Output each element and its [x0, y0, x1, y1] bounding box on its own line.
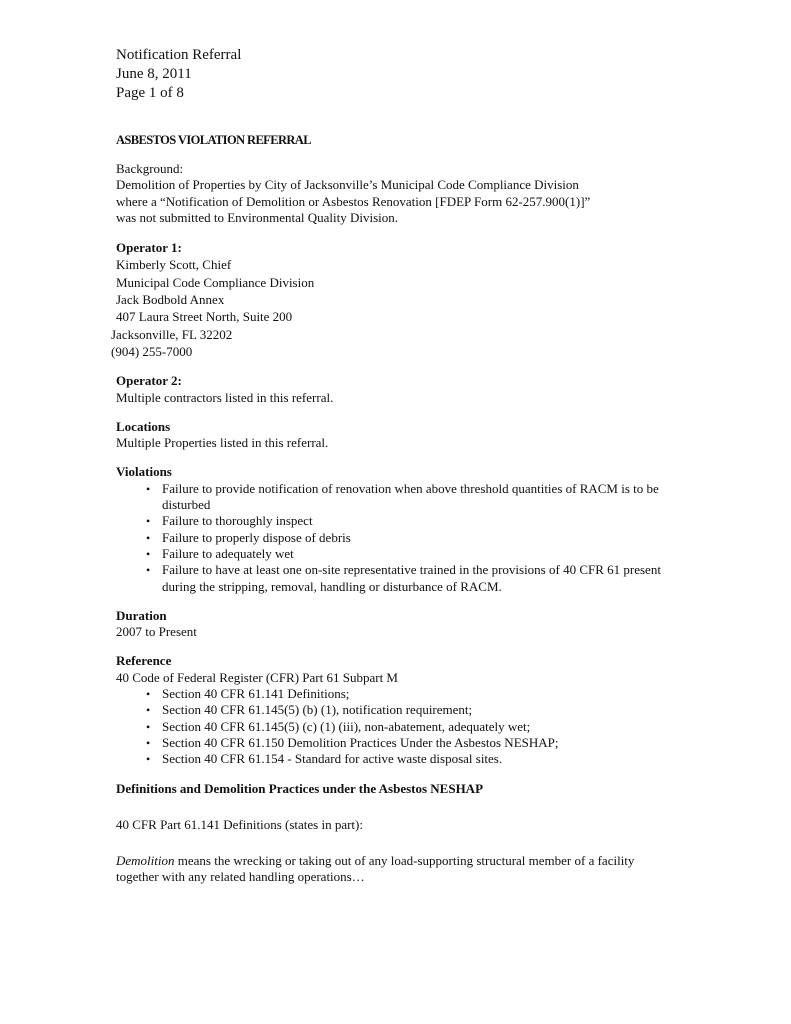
duration-section	[116, 608, 676, 641]
locations-section	[116, 419, 676, 452]
definition-term: Demolition	[116, 853, 175, 869]
operator1-section	[111, 239, 676, 360]
operator2-heading: Operator 2:	[116, 373, 182, 389]
violations-list	[116, 481, 676, 595]
list-item: • Section 40 CFR 61.150 Demolition Practices Under the Asbestos NESHAP;	[146, 735, 576, 751]
operator2-section	[116, 373, 676, 406]
reference-section	[116, 653, 676, 767]
operator1-city: Jacksonville, FL 32202	[111, 326, 233, 342]
background-line: Demolition of Properties by City of Jacksonville’s Municipal Code Compliance Division	[116, 177, 579, 193]
list-item: • Failure to thoroughly inspect	[146, 513, 676, 529]
background-heading: Background:	[116, 161, 184, 176]
header-title: Notification Referral	[116, 47, 242, 63]
operator1-phone: (904) 255-7000	[111, 343, 193, 359]
violations-heading: Violations	[116, 464, 172, 480]
definitions-heading: Definitions and Demolition Practices under the Asbestos NESHAP	[116, 780, 484, 796]
operator1-division: Municipal Code Compliance Division	[116, 274, 315, 290]
list-item: • Section 40 CFR 61.141 Definitions;	[146, 686, 576, 702]
locations-heading: Locations	[116, 418, 171, 434]
operator1-heading: Operator 1:	[116, 240, 182, 256]
background-section	[116, 161, 676, 226]
list-item: • Failure to properly dispose of debris	[146, 530, 676, 546]
page-header	[116, 46, 676, 103]
reference-text: 40 Code of Federal Register (CFR) Part 61 Subpart M	[116, 669, 398, 685]
list-item: • Failure to provide notification of renovation when above threshold quantities of RACM is to be disturbed	[146, 481, 676, 514]
list-item: • Failure to adequately wet	[146, 546, 676, 562]
operator1-street: 407 Laura Street North, Suite 200	[116, 309, 293, 325]
violations-section	[116, 464, 676, 594]
document-title: ASBESTOS VIOLATION REFERRAL	[116, 133, 311, 147]
header-date: June 8, 2011	[116, 66, 192, 82]
operator2-text: Multiple contractors listed in this referral.	[116, 389, 334, 405]
background-line: was not submitted to Environmental Quality Division.	[116, 209, 399, 225]
locations-text: Multiple Properties listed in this referral.	[116, 435, 329, 451]
operator1-name: Kimberly Scott, Chief	[116, 257, 232, 273]
operator1-building: Jack Bodbold Annex	[116, 292, 225, 308]
list-item: • Section 40 CFR 61.145(5) (b) (1), notification requirement;	[146, 702, 576, 718]
list-item: • Failure to have at least one on-site representative trained in the provisions of 40 CFR 61 present during the stripping, removal, handling or disturbance of RACM.	[146, 562, 676, 595]
background-line: where a “Notification of Demolition or Asbestos Renovation [FDEP Form 62-257.900(1)]”	[116, 193, 591, 209]
duration-text: 2007 to Present	[116, 624, 197, 640]
definition-paragraph	[116, 853, 676, 886]
header-page-number: Page 1 of 8	[116, 85, 184, 101]
reference-heading: Reference	[116, 653, 172, 669]
duration-heading: Duration	[116, 607, 167, 623]
reference-list	[116, 686, 576, 767]
list-item: • Section 40 CFR 61.145(5) (c) (1) (iii), non-abatement, adequately wet;	[146, 719, 576, 735]
list-item: • Section 40 CFR 61.154 - Standard for active waste disposal sites.	[146, 751, 576, 767]
document-page	[111, 46, 676, 886]
definitions-subheading: 40 CFR Part 61.141 Definitions (states in part):	[116, 816, 363, 832]
definition-text: means the wrecking or taking out of any load-supporting structural member of a facility together with any related handling operations…	[116, 853, 635, 885]
